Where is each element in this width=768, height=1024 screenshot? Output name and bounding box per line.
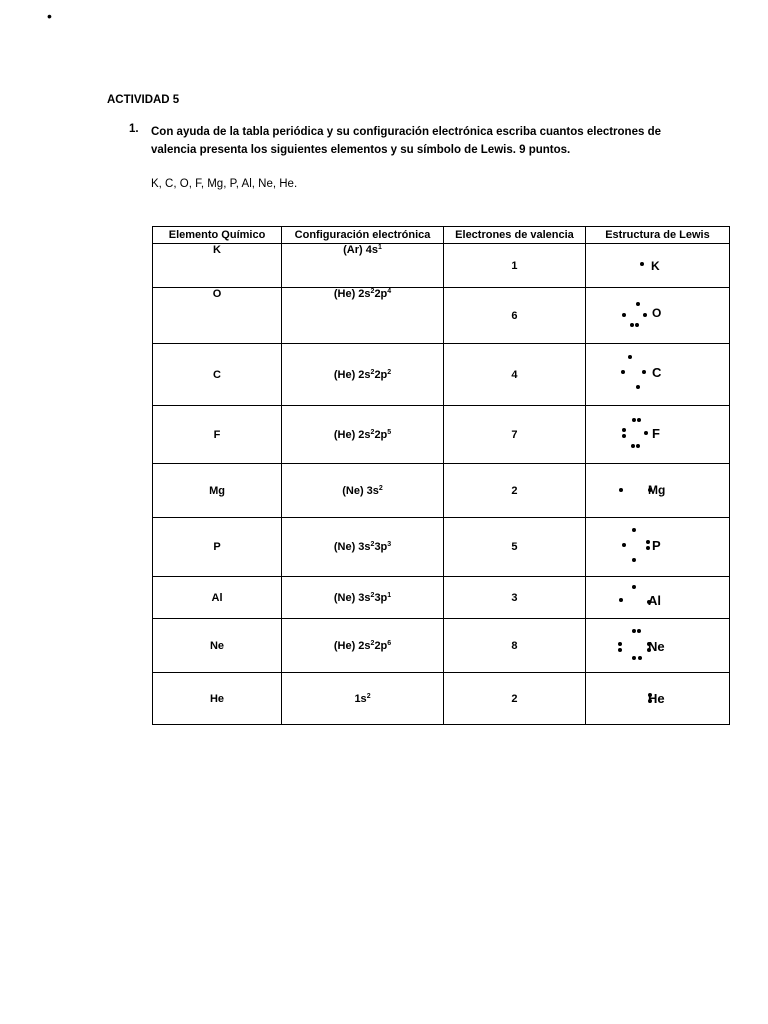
table-row [153, 288, 730, 344]
svg-text:Al: Al [647, 593, 661, 608]
element-cell: Ne [153, 619, 282, 673]
configuration-cell: $1s^2$ [282, 673, 444, 725]
lewis-cell [585, 518, 729, 577]
valence-cell: 7 [444, 406, 586, 464]
lewis-cell [585, 288, 729, 344]
valence-cell: 4 [444, 344, 586, 406]
activity-heading: ACTIVIDAD 5 [107, 94, 180, 106]
svg-text:Mg: Mg [647, 483, 666, 497]
configuration-cell: (Ar) $4s^1$ [282, 244, 444, 288]
valence-cell: 1 [444, 244, 586, 288]
lewis-structure-o [586, 288, 729, 340]
element-cell: P [153, 518, 282, 577]
table-row [153, 344, 730, 406]
lewis-structure-c [586, 344, 729, 402]
lewis-structure-mg [586, 464, 729, 514]
configuration-cell: (Ne) $3s^23p^1$ [282, 577, 444, 619]
valence-cell: 5 [444, 518, 586, 577]
configuration-cell: (He) $2s^22p^2$ [282, 344, 444, 406]
configuration-cell: (He) $2s^22p^4$ [282, 288, 444, 344]
table-row [153, 244, 730, 288]
configuration-cell: (Ne) $3s^23p^3$ [282, 518, 444, 577]
svg-text:Ne: Ne [647, 639, 665, 654]
lewis-cell [585, 344, 729, 406]
configuration-cell: (He) $2s^22p^6$ [282, 619, 444, 673]
table-row [153, 464, 730, 518]
valence-cell: 3 [444, 577, 586, 619]
table-row [153, 619, 730, 673]
configuration-cell: (He) $2s^22p^5$ [282, 406, 444, 464]
element-cell: He [153, 673, 282, 725]
element-cell: Mg [153, 464, 282, 518]
svg-text:F: F [651, 426, 660, 441]
header-element: Elemento Químico [153, 227, 282, 244]
svg-text:K: K [650, 259, 660, 273]
lewis-cell [585, 673, 729, 725]
lewis-cell [585, 577, 729, 619]
lewis-structure-k [586, 244, 729, 284]
svg-text:P: P [651, 538, 661, 553]
bullet-mark: • [47, 8, 52, 24]
valence-cell: 8 [444, 619, 586, 673]
header-lewis: Estructura de Lewis [585, 227, 729, 244]
lewis-structure-p [586, 518, 729, 573]
valence-table [152, 226, 730, 725]
table-row [153, 673, 730, 725]
element-cell: O [153, 288, 282, 344]
lewis-cell [585, 464, 729, 518]
element-cell: K [153, 244, 282, 288]
element-cell: Al [153, 577, 282, 619]
table-row [153, 577, 730, 619]
lewis-cell [585, 244, 729, 288]
question-number: 1. [129, 123, 139, 135]
table-row [153, 406, 730, 464]
lewis-structure-ne [586, 619, 729, 669]
element-cell: C [153, 344, 282, 406]
lewis-cell [585, 619, 729, 673]
valence-cell: 2 [444, 673, 586, 725]
svg-text:He: He [647, 691, 665, 706]
lewis-structure-al [586, 577, 729, 615]
lewis-structure-he [586, 673, 729, 721]
question-text: Con ayuda de la tabla periódica y su configuración electrónica escriba cuantos electrones de valencia presenta los siguientes elementos y su símbolo de Lewis. 9 puntos. [151, 126, 661, 156]
svg-text:C: C [651, 365, 662, 380]
valence-cell: 2 [444, 464, 586, 518]
elements-list: K, C, O, F, Mg, P, Al, Ne, He. [151, 178, 298, 190]
svg-text:O: O [651, 306, 662, 320]
lewis-structure-f [586, 406, 729, 460]
valence-cell: 6 [444, 288, 586, 344]
header-valence: Electrones de valencia [444, 227, 586, 244]
lewis-cell [585, 406, 729, 464]
table-header-row [153, 227, 730, 244]
element-cell: F [153, 406, 282, 464]
configuration-cell: (Ne) $3s^2$ [282, 464, 444, 518]
table-row [153, 518, 730, 577]
header-configuration: Configuración electrónica [282, 227, 444, 244]
